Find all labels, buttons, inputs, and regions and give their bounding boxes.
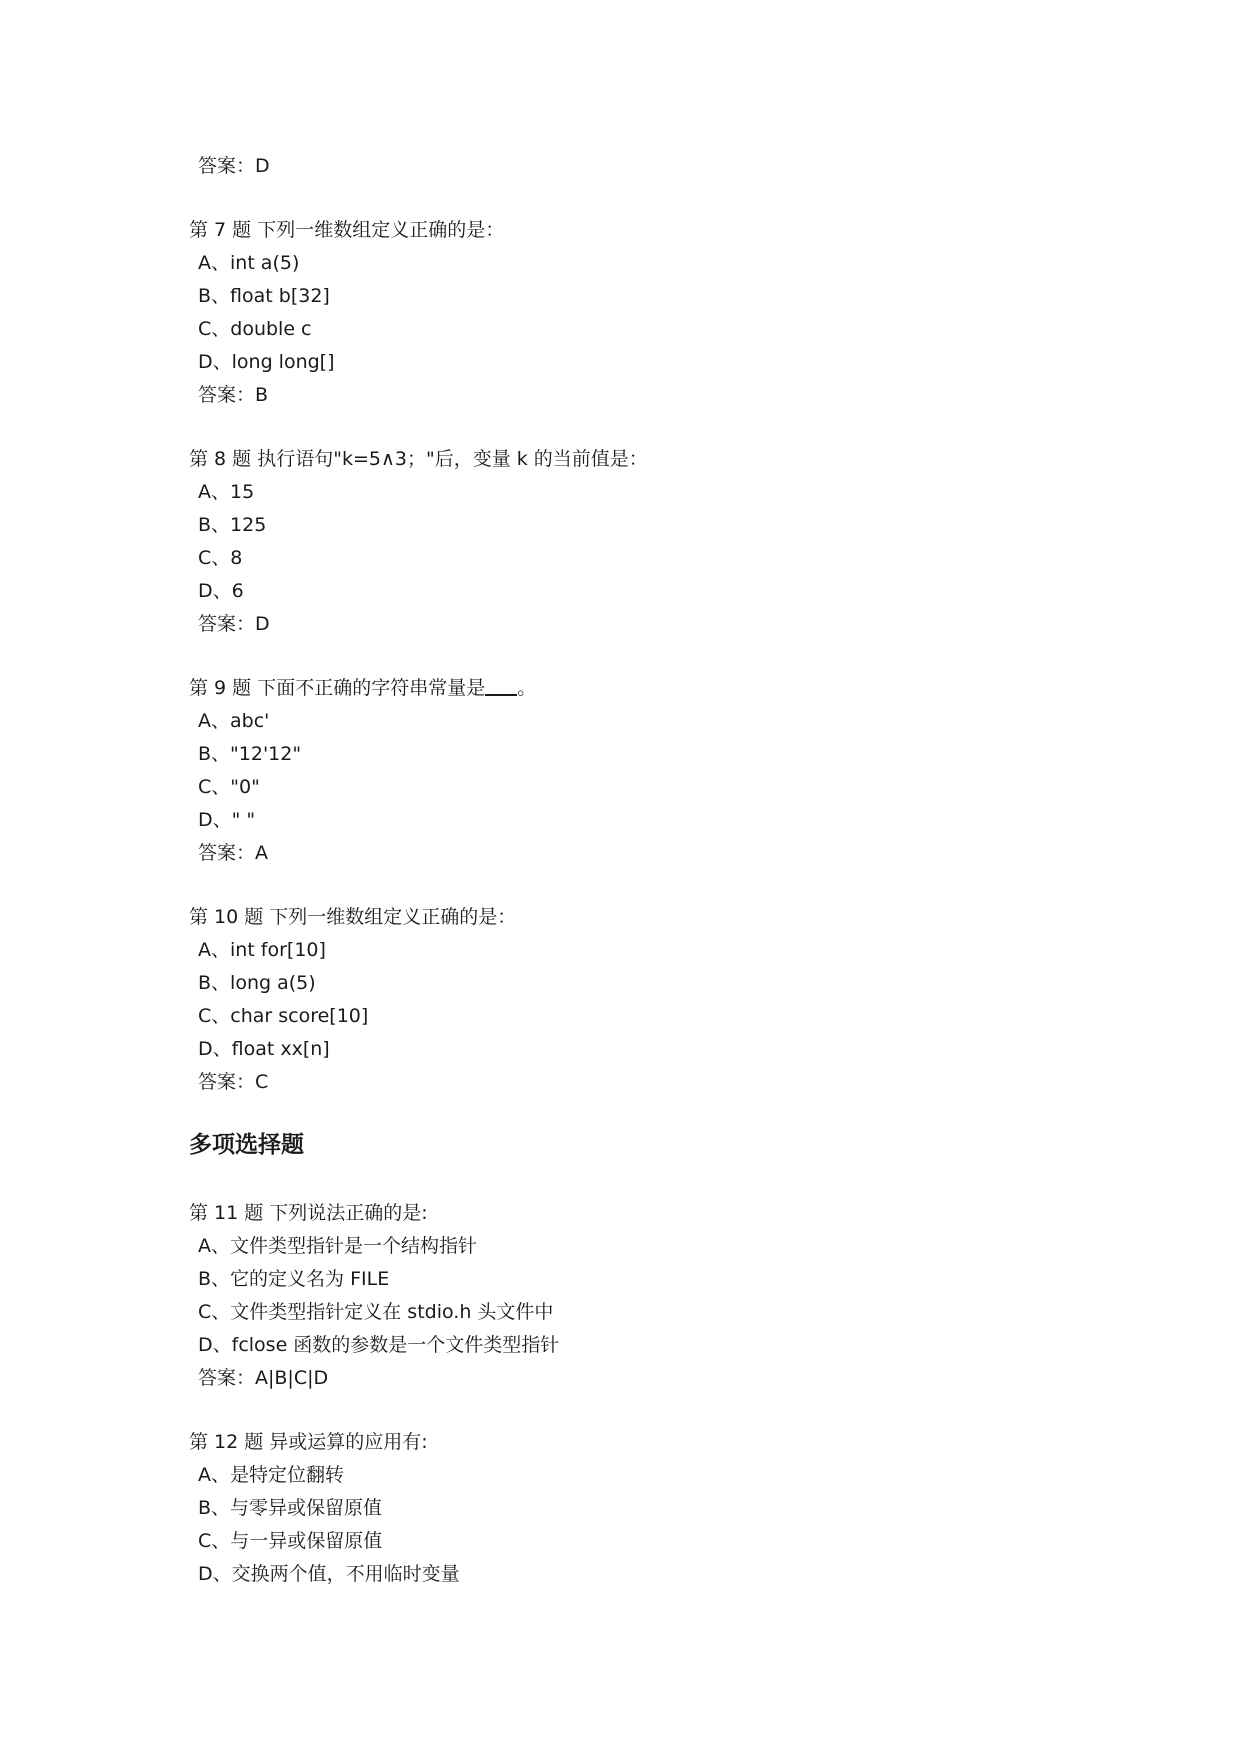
question-11-answer: 答案：A|B|C|D bbox=[198, 1367, 329, 1389]
question-10-option-c: C、char score[10] bbox=[198, 1005, 369, 1027]
question-9-option-c: C、"0" bbox=[198, 776, 260, 798]
question-10-option-a: A、int for[10] bbox=[198, 939, 326, 961]
question-11-text: 第 11 题 下列说法正确的是: bbox=[189, 1202, 428, 1224]
question-11-option-c: C、文件类型指针定义在 stdio.h 头文件中 bbox=[198, 1301, 554, 1323]
question-11-option-d: D、fclose 函数的参数是一个文件类型指针 bbox=[198, 1334, 560, 1356]
question-12-option-d: D、交换两个值，不用临时变量 bbox=[198, 1563, 460, 1585]
question-11-option-b: B、它的定义名为 FILE bbox=[198, 1268, 390, 1290]
question-7-answer: 答案：B bbox=[198, 384, 269, 406]
question-7-text: 第 7 题 下列一维数组定义正确的是： bbox=[189, 219, 505, 241]
section-heading: 多项选择题 bbox=[189, 1132, 304, 1158]
question-9-option-b: B、"12'12" bbox=[198, 743, 302, 765]
question-10-text: 第 10 题 下列一维数组定义正确的是： bbox=[189, 906, 517, 928]
question-7-option-d: D、long long[] bbox=[198, 351, 335, 373]
question-9-answer: 答案：A bbox=[198, 842, 268, 864]
question-10-answer: 答案：C bbox=[198, 1071, 269, 1093]
question-10-option-d: D、float xx[n] bbox=[198, 1038, 330, 1060]
question-8-text: 第 8 题 执行语句"k=5∧3；"后，变量 k 的当前值是： bbox=[189, 448, 648, 470]
question-8-option-b: B、125 bbox=[198, 514, 267, 536]
answer-line: 答案：D bbox=[198, 155, 270, 177]
question-12-option-c: C、与一异或保留原值 bbox=[198, 1530, 383, 1552]
question-12-text: 第 12 题 异或运算的应用有: bbox=[189, 1431, 428, 1453]
question-8-option-d: D、6 bbox=[198, 580, 244, 602]
question-9-prompt: 第 9 题 下面不正确的字符串常量是 bbox=[189, 677, 486, 699]
question-9-option-a: A、abc' bbox=[198, 710, 270, 732]
question-9-text bbox=[189, 676, 536, 700]
question-8-answer: 答案：D bbox=[198, 613, 270, 635]
question-11-option-a: A、文件类型指针是一个结构指针 bbox=[198, 1235, 477, 1257]
question-9-suffix: 。 bbox=[517, 677, 537, 699]
question-7-option-a: A、int a(5) bbox=[198, 252, 300, 274]
question-10-option-b: B、long a(5) bbox=[198, 972, 316, 994]
fill-in-blank bbox=[485, 676, 517, 696]
question-9-option-d: D、" " bbox=[198, 809, 256, 831]
question-8-option-c: C、8 bbox=[198, 547, 243, 569]
question-12-option-b: B、与零异或保留原值 bbox=[198, 1497, 383, 1519]
question-7-option-c: C、double c bbox=[198, 318, 312, 340]
question-7-option-b: B、float b[32] bbox=[198, 285, 330, 307]
question-8-option-a: A、15 bbox=[198, 481, 255, 503]
question-12-option-a: A、是特定位翻转 bbox=[198, 1464, 344, 1486]
